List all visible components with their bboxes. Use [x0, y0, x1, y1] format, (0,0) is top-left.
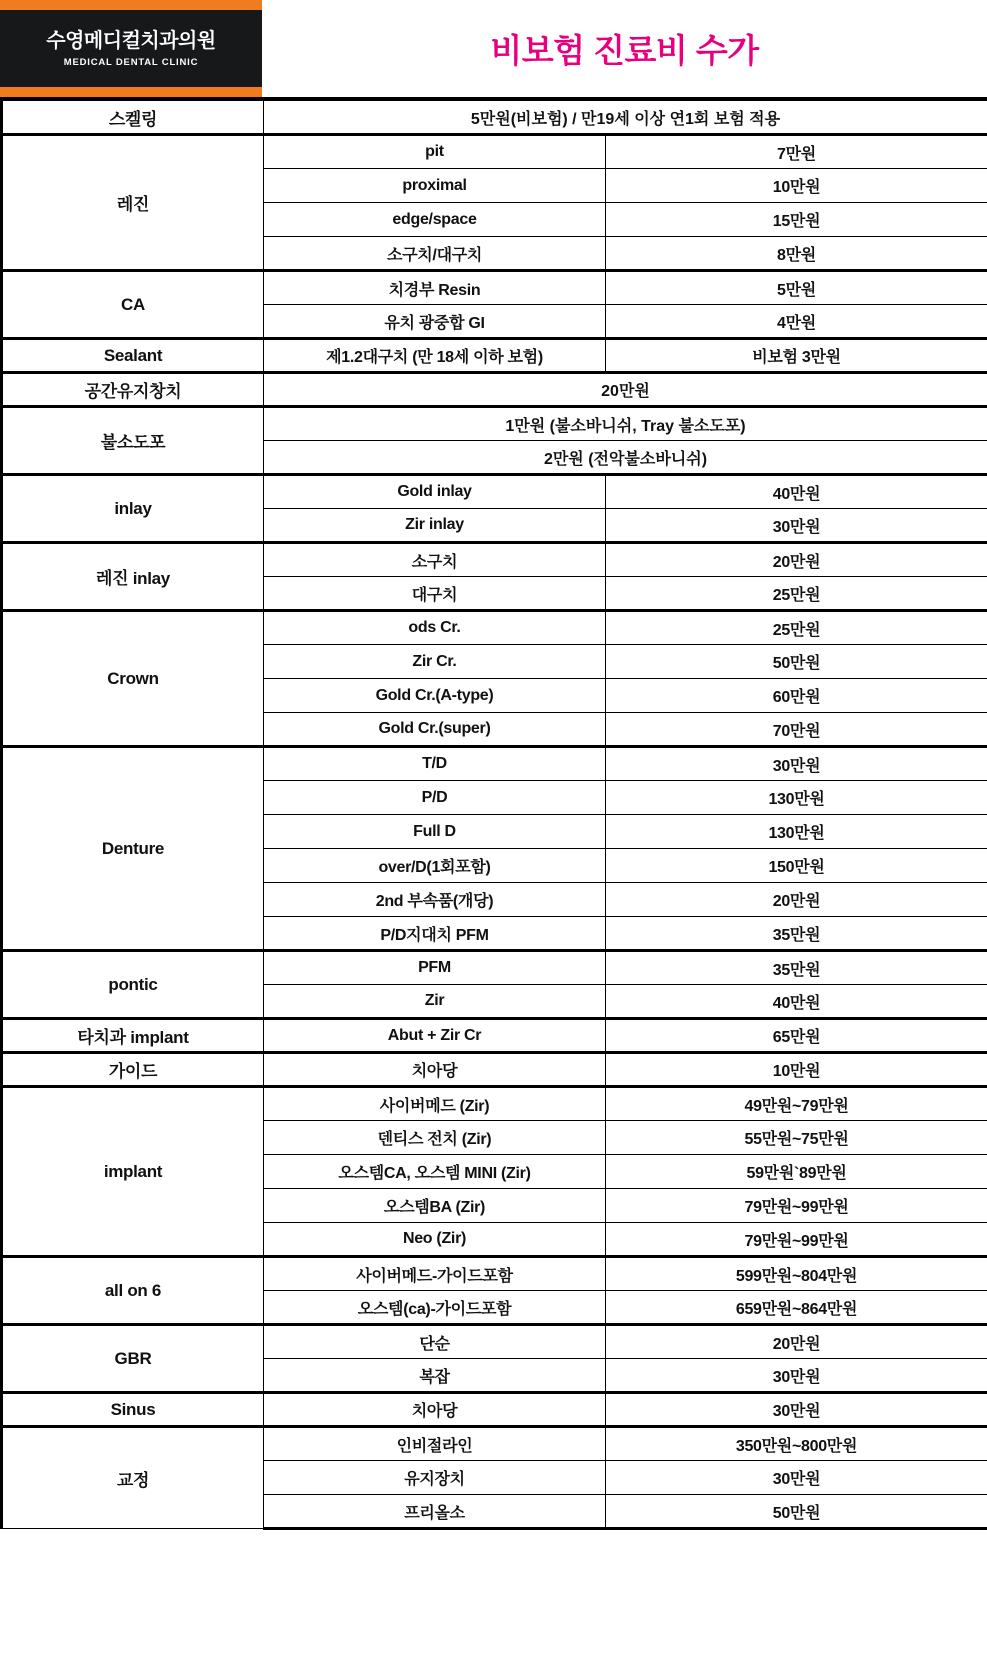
price-cell: 30만원: [606, 1461, 987, 1495]
item-cell: PFM: [264, 951, 606, 985]
clinic-name-en: MEDICAL DENTAL CLINIC: [63, 56, 199, 68]
item-cell: P/D: [264, 781, 606, 815]
category-cell: Sinus: [2, 1393, 264, 1427]
price-cell: 20만원: [606, 883, 987, 917]
price-cell: 20만원: [606, 1325, 987, 1359]
price-cell: 59만원`89만원: [606, 1155, 987, 1189]
table-row: [2, 1087, 987, 1121]
item-cell: Abut + Zir Cr: [264, 1019, 606, 1053]
category-cell: Denture: [2, 747, 264, 951]
price-table: [0, 100, 987, 1530]
price-cell: 30만원: [606, 1359, 987, 1393]
item-cell: 소구치/대구치: [264, 237, 606, 271]
table-row: [2, 373, 987, 407]
item-cell: 치경부 Resin: [264, 271, 606, 305]
item-cell: 단순: [264, 1325, 606, 1359]
table-row: [2, 1257, 987, 1291]
price-cell: 20만원: [606, 543, 987, 577]
price-cell: 비보험 3만원: [606, 339, 987, 373]
category-cell: CA: [2, 271, 264, 339]
item-cell: 인비절라인: [264, 1427, 606, 1461]
category-cell: 타치과 implant: [2, 1019, 264, 1053]
category-cell: 가이드: [2, 1053, 264, 1087]
category-cell: 공간유지창치: [2, 373, 264, 407]
item-cell: 제1.2대구치 (만 18세 이하 보험): [264, 339, 606, 373]
price-cell: 7만원: [606, 135, 987, 169]
price-cell: 25만원: [606, 611, 987, 645]
item-cell: Full D: [264, 815, 606, 849]
item-cell: Zir inlay: [264, 509, 606, 543]
item-cell: 1만원 (불소바니쉬, Tray 불소도포): [264, 407, 987, 441]
price-table-body: [2, 101, 987, 1529]
price-cell: 30만원: [606, 747, 987, 781]
price-cell: 50만원: [606, 1495, 987, 1529]
item-cell: 프리올소: [264, 1495, 606, 1529]
page-header: [0, 0, 987, 100]
price-cell: 79만원~99만원: [606, 1189, 987, 1223]
table-row: [2, 1325, 987, 1359]
item-cell: 2nd 부속품(개당): [264, 883, 606, 917]
price-cell: 30만원: [606, 1393, 987, 1427]
price-cell: 659만원~864만원: [606, 1291, 987, 1325]
price-cell: 25만원: [606, 577, 987, 611]
table-row: [2, 543, 987, 577]
item-cell: over/D(1회포함): [264, 849, 606, 883]
category-cell: Sealant: [2, 339, 264, 373]
category-cell: 레진 inlay: [2, 543, 264, 611]
item-cell: 유치 광중합 GI: [264, 305, 606, 339]
item-cell: 5만원(비보험) / 만19세 이상 연1회 보험 적용: [264, 101, 987, 135]
clinic-logo: [0, 0, 262, 97]
item-cell: proximal: [264, 169, 606, 203]
item-cell: 덴티스 전치 (Zir): [264, 1121, 606, 1155]
item-cell: 치아당: [264, 1393, 606, 1427]
item-cell: Gold inlay: [264, 475, 606, 509]
category-cell: all on 6: [2, 1257, 264, 1325]
item-cell: 사이버메드 (Zir): [264, 1087, 606, 1121]
table-row: [2, 611, 987, 645]
item-cell: 오스템(ca)-가이드포함: [264, 1291, 606, 1325]
category-cell: inlay: [2, 475, 264, 543]
table-row: [2, 339, 987, 373]
category-cell: GBR: [2, 1325, 264, 1393]
category-cell: 레진: [2, 135, 264, 271]
price-cell: 10만원: [606, 1053, 987, 1087]
item-cell: ods Cr.: [264, 611, 606, 645]
item-cell: 20만원: [264, 373, 987, 407]
price-cell: 40만원: [606, 985, 987, 1019]
item-cell: Gold Cr.(A-type): [264, 679, 606, 713]
price-cell: 79만원~99만원: [606, 1223, 987, 1257]
item-cell: P/D지대치 PFM: [264, 917, 606, 951]
item-cell: 오스템BA (Zir): [264, 1189, 606, 1223]
price-cell: 10만원: [606, 169, 987, 203]
page-title-container: [262, 0, 987, 97]
price-cell: 50만원: [606, 645, 987, 679]
price-cell: 4만원: [606, 305, 987, 339]
table-row: [2, 271, 987, 305]
item-cell: 2만원 (전악불소바니쉬): [264, 441, 987, 475]
item-cell: Neo (Zir): [264, 1223, 606, 1257]
category-cell: 교정: [2, 1427, 264, 1529]
category-cell: 스켈링: [2, 101, 264, 135]
table-row: [2, 1053, 987, 1087]
price-cell: 15만원: [606, 203, 987, 237]
table-row: [2, 475, 987, 509]
item-cell: pit: [264, 135, 606, 169]
category-cell: implant: [2, 1087, 264, 1257]
item-cell: 복잡: [264, 1359, 606, 1393]
clinic-name-ko: 수영메디컬치과의원: [46, 29, 216, 52]
category-cell: pontic: [2, 951, 264, 1019]
item-cell: T/D: [264, 747, 606, 781]
table-row: [2, 1393, 987, 1427]
category-cell: 불소도포: [2, 407, 264, 475]
item-cell: 오스템CA, 오스템 MINI (Zir): [264, 1155, 606, 1189]
table-row: [2, 747, 987, 781]
price-cell: 65만원: [606, 1019, 987, 1053]
table-row: [2, 101, 987, 135]
table-row: [2, 135, 987, 169]
price-cell: 40만원: [606, 475, 987, 509]
price-cell: 70만원: [606, 713, 987, 747]
category-cell: Crown: [2, 611, 264, 747]
table-row: [2, 1427, 987, 1461]
table-row: [2, 1019, 987, 1053]
item-cell: 유지장치: [264, 1461, 606, 1495]
table-row: [2, 951, 987, 985]
price-cell: 30만원: [606, 509, 987, 543]
price-cell: 60만원: [606, 679, 987, 713]
item-cell: 치아당: [264, 1053, 606, 1087]
item-cell: edge/space: [264, 203, 606, 237]
price-cell: 150만원: [606, 849, 987, 883]
table-row: [2, 407, 987, 441]
item-cell: 대구치: [264, 577, 606, 611]
price-cell: 49만원~79만원: [606, 1087, 987, 1121]
price-cell: 35만원: [606, 917, 987, 951]
price-cell: 599만원~804만원: [606, 1257, 987, 1291]
item-cell: 소구치: [264, 543, 606, 577]
item-cell: Zir: [264, 985, 606, 1019]
price-cell: 8만원: [606, 237, 987, 271]
item-cell: Zir Cr.: [264, 645, 606, 679]
price-cell: 55만원~75만원: [606, 1121, 987, 1155]
price-cell: 130만원: [606, 815, 987, 849]
price-cell: 5만원: [606, 271, 987, 305]
item-cell: 사이버메드-가이드포함: [264, 1257, 606, 1291]
page-title: 비보험 진료비 수가: [490, 32, 759, 69]
price-cell: 350만원~800만원: [606, 1427, 987, 1461]
item-cell: Gold Cr.(super): [264, 713, 606, 747]
price-cell: 35만원: [606, 951, 987, 985]
price-cell: 130만원: [606, 781, 987, 815]
